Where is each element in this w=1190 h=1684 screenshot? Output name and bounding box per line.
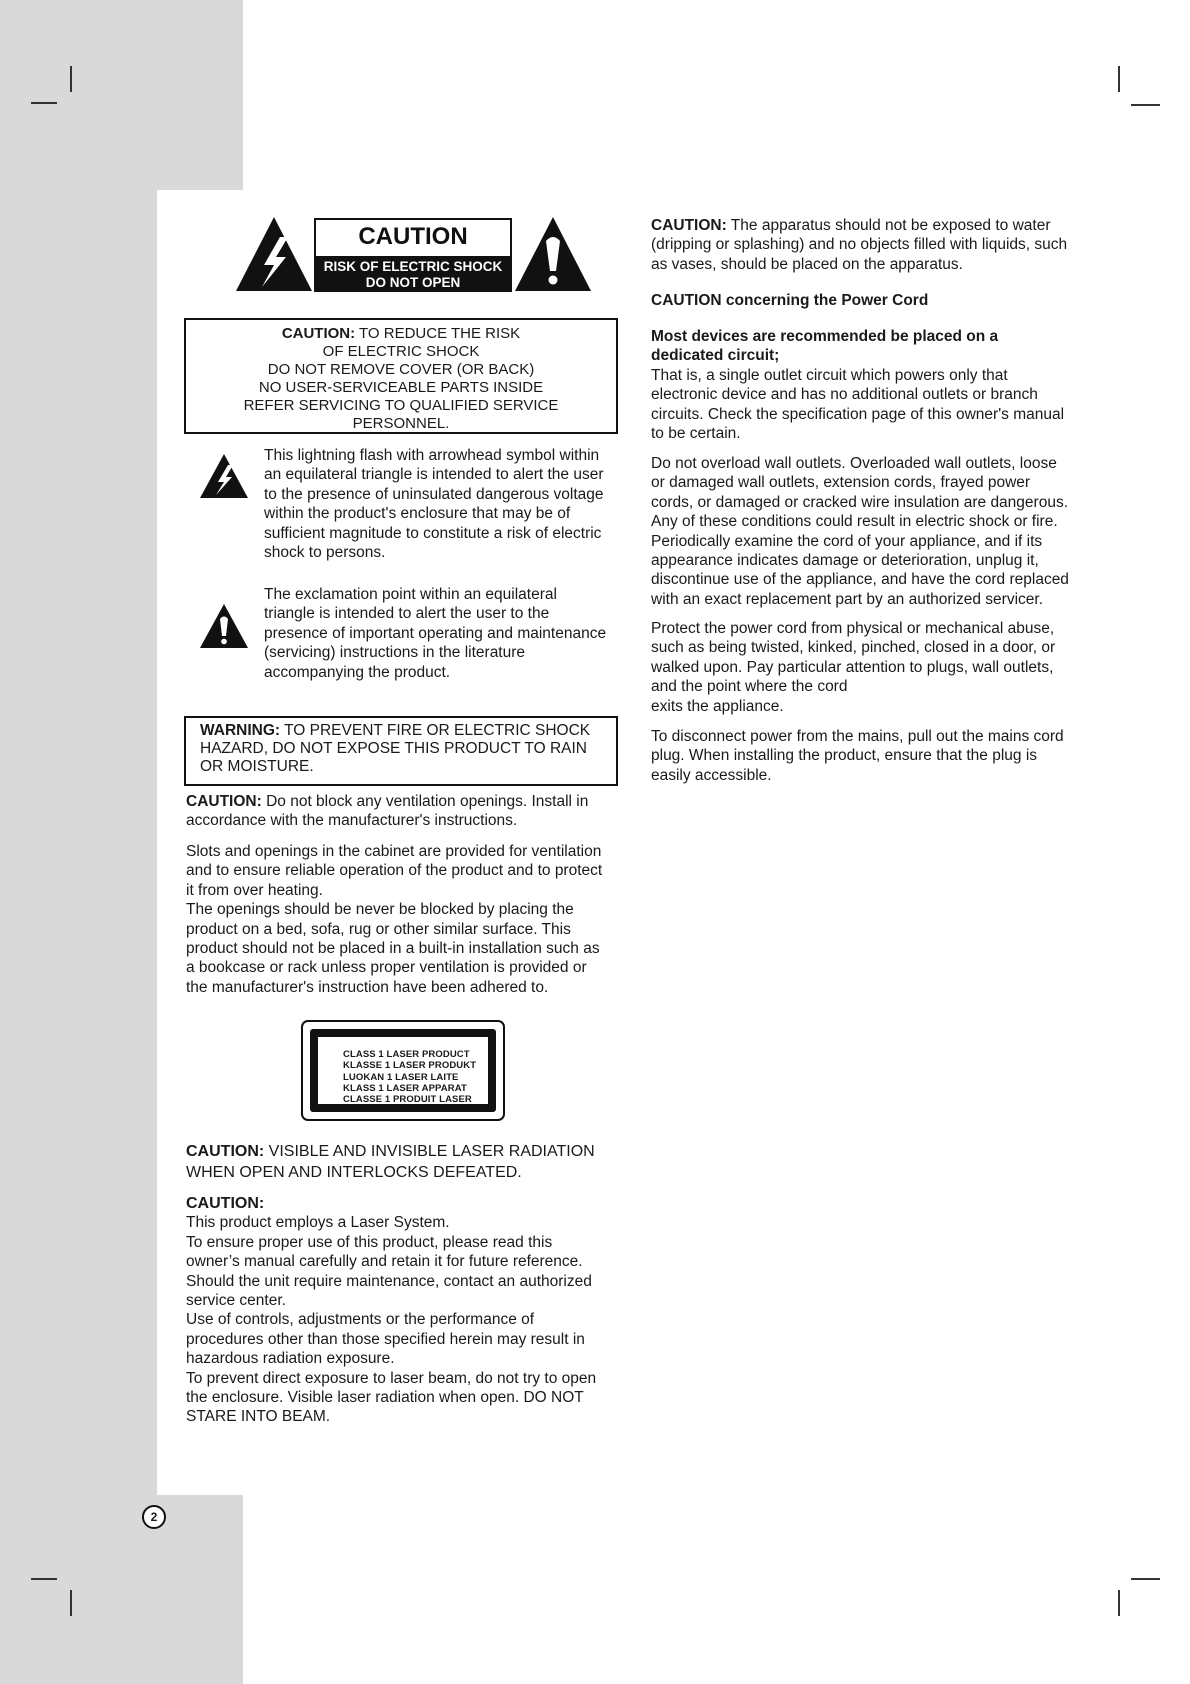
caution-sign-title: CAUTION xyxy=(314,218,512,256)
caution-sign xyxy=(314,218,512,292)
text-line: within the product's enclosure that may be of xyxy=(264,505,571,523)
crop-mark xyxy=(1131,1578,1160,1580)
dedicated-circuit-section xyxy=(651,327,1101,443)
laser-caution-heading: CAUTION: xyxy=(186,1195,265,1212)
text-line: The exclamation point within an equilateral xyxy=(264,586,557,603)
disconnect-paragraph xyxy=(651,727,1101,785)
caution-box-line4: NO USER-SERVICEABLE PARTS INSIDE xyxy=(258,379,544,396)
overload-paragraph xyxy=(651,454,1101,609)
side-band-top xyxy=(0,0,243,190)
warning-line3: OR MOISTURE. xyxy=(200,758,314,776)
text-line: discontinue use of the appliance, and have the cord replaced xyxy=(651,571,1069,589)
page-number: 2 xyxy=(142,1505,166,1529)
text-line: triangle is intended to alert the user to the xyxy=(264,605,550,623)
crop-mark xyxy=(1118,1590,1120,1616)
text-line: owner’s manual carefully and retain it for future reference. xyxy=(186,1253,583,1271)
protect-cord-paragraph xyxy=(651,619,1101,716)
text-line: presence of important operating and maintenance xyxy=(264,624,607,642)
text-line: Should the unit require maintenance, contact an authorized xyxy=(186,1272,592,1290)
laser-radiation-line1: VISIBLE AND INVISIBLE LASER RADIATION xyxy=(264,1143,595,1160)
water-caution-line3: as vases, should be placed on the apparatus. xyxy=(651,255,963,273)
text-line: hazardous radiation exposure. xyxy=(186,1350,395,1368)
text-line: STARE INTO BEAM. xyxy=(186,1408,331,1426)
crop-mark xyxy=(1131,104,1160,106)
warning-line1: TO PREVENT FIRE OR ELECTRIC SHOCK xyxy=(280,722,591,739)
ventilation-line2: accordance with the manufacturer's instructions. xyxy=(186,812,518,830)
text-line: Do not overload wall outlets. Overloaded wall outlets, loose xyxy=(651,455,1057,472)
side-band-left xyxy=(0,190,157,1495)
crop-mark xyxy=(31,1578,57,1580)
text-line: shock to persons. xyxy=(264,544,386,562)
text-line: accompanying the product. xyxy=(264,663,451,681)
laser-label-line: KLASS 1 LASER APPARAT xyxy=(343,1082,467,1094)
text-line: This lightning flash with arrowhead symbol within xyxy=(264,447,600,464)
text-line: Periodically examine the cord of your appliance, and if its xyxy=(651,532,1043,550)
warning-line2: HAZARD, DO NOT EXPOSE THIS PRODUCT TO RAIN xyxy=(200,740,587,758)
crop-mark xyxy=(70,1590,72,1616)
text-line: The openings should be never be blocked by placing the xyxy=(186,901,574,919)
side-band-bottom xyxy=(0,1495,243,1684)
text-line: and the point where the cord xyxy=(651,678,848,696)
text-line: sufficient magnitude to constitute a risk of electric xyxy=(264,524,602,542)
text-line: a bookcase or rack unless proper ventilation is provided or xyxy=(186,959,587,977)
caution-box-line3: DO NOT REMOVE COVER (OR BACK) xyxy=(267,361,535,378)
ventilation-caution xyxy=(186,792,626,831)
laser-radiation-caution xyxy=(186,1141,626,1183)
text-line: walked upon. Pay particular attention to plugs, wall outlets, xyxy=(651,658,1054,676)
text-line: circuits. Check the specification page of this owner's manual xyxy=(651,405,1065,423)
caution-sign-line2: DO NOT OPEN xyxy=(365,274,461,290)
laser-label-line: KLASSE 1 LASER PRODUKT xyxy=(343,1060,477,1072)
text-line: Protect the power cord from physical or mechanical abuse, xyxy=(651,620,1055,637)
text-line: To ensure proper use of this product, please read this xyxy=(186,1233,553,1251)
laser-radiation-line2: WHEN OPEN AND INTERLOCKS DEFEATED. xyxy=(186,1164,522,1181)
text-line: easily accessible. xyxy=(651,766,772,784)
crop-mark xyxy=(1118,66,1120,92)
text-line: Use of controls, adjustments or the performance of xyxy=(186,1311,535,1329)
text-line: Slots and openings in the cabinet are provided for ventilation xyxy=(186,843,602,860)
power-cord-heading: CAUTION concerning the Power Cord xyxy=(651,292,929,309)
laser-label-line: CLASS 1 LASER PRODUCT xyxy=(343,1049,470,1060)
exclamation-warning-icon xyxy=(513,215,593,293)
caution-box-line5: REFER SERVICING TO QUALIFIED SERVICE xyxy=(243,397,559,414)
caution-box xyxy=(184,318,618,434)
text-line: That is, a single outlet circuit which powers only that xyxy=(651,366,1008,384)
water-caution-line2: (dripping or splashing) and no objects filled with liquids, such xyxy=(651,236,1068,254)
text-line: it from over heating. xyxy=(186,881,323,899)
laser-label-text xyxy=(318,1037,488,1104)
dedicated-heading-line: dedicated circuit; xyxy=(651,347,780,365)
caution-sign-subtitle xyxy=(314,256,512,292)
lightning-warning-icon xyxy=(234,215,314,293)
text-line: To prevent direct exposure to laser beam, do not try to open xyxy=(186,1369,597,1387)
warning-box xyxy=(184,716,618,786)
caution-box-line6: PERSONNEL. xyxy=(352,415,450,432)
crop-mark xyxy=(31,102,57,104)
laser-label-line: LUOKAN 1 LASER LAITE xyxy=(343,1071,459,1083)
text-line: Any of these conditions could result in electric shock or fire. xyxy=(651,513,1058,531)
text-line: service center. xyxy=(186,1292,286,1310)
laser-system-caution xyxy=(186,1194,626,1427)
text-line: such as being twisted, kinked, pinched, closed in a door, or xyxy=(651,639,1056,657)
water-caution-line1: The apparatus should not be exposed to water xyxy=(726,217,1051,234)
laser-class-label xyxy=(301,1020,505,1121)
lightning-symbol-icon xyxy=(199,453,249,499)
text-line: to the presence of uninsulated dangerous voltage xyxy=(264,485,604,503)
text-line: This product employs a Laser System. xyxy=(186,1214,450,1232)
text-line: an equilateral triangle is intended to alert the user xyxy=(264,466,604,484)
laser-radiation-label: CAUTION: xyxy=(186,1143,265,1160)
slots-paragraph xyxy=(186,842,626,997)
ventilation-line1: Do not block any ventilation openings. Install in xyxy=(261,793,589,810)
warning-label: WARNING: xyxy=(200,722,281,739)
text-line: to be certain. xyxy=(651,425,741,443)
text-line: the manufacturer's instruction have been adhered to. xyxy=(186,978,549,996)
caution-box-line2: OF ELECTRIC SHOCK xyxy=(322,343,480,360)
ventilation-label: CAUTION: xyxy=(186,793,262,810)
caution-sign-line1: RISK OF ELECTRIC SHOCK xyxy=(323,259,503,274)
caution-box-label: CAUTION: xyxy=(281,325,356,342)
water-caution xyxy=(651,216,1101,274)
text-line: (servicing) instructions in the literature xyxy=(264,644,526,662)
text-line: plug. When installing the product, ensure that the plug is xyxy=(651,747,1038,765)
dedicated-heading-line: Most devices are recommended be placed on a xyxy=(651,328,999,345)
text-line: with an exact replacement part by an authorized servicer. xyxy=(651,590,1044,608)
exclamation-explanation xyxy=(264,585,624,682)
text-line: product should not be placed in a built-in installation such as xyxy=(186,940,600,958)
text-line: electronic device and has no additional outlets or branch xyxy=(651,386,1038,404)
exclamation-symbol-icon xyxy=(199,603,249,649)
text-line: To disconnect power from the mains, pull out the mains cord xyxy=(651,728,1064,745)
lightning-explanation xyxy=(264,446,624,562)
text-line: exits the appliance. xyxy=(651,697,784,715)
text-line: or damaged wall outlets, extension cords, frayed power xyxy=(651,474,1031,492)
text-line: cords, or damaged or cracked wire insulation are dangerous. xyxy=(651,493,1069,511)
text-line: procedures other than those specified herein may result in xyxy=(186,1330,585,1348)
caution-box-line1: TO REDUCE THE RISK xyxy=(355,325,521,342)
laser-label-frame xyxy=(310,1029,496,1112)
water-caution-label: CAUTION: xyxy=(651,217,727,234)
text-line: product on a bed, sofa, rug or other similar surface. This xyxy=(186,920,571,938)
text-line: the enclosure. Visible laser radiation when open. DO NOT xyxy=(186,1389,584,1407)
laser-label-line: CLASSE 1 PRODUIT LASER xyxy=(343,1094,472,1106)
text-line: and to ensure reliable operation of the product and to protect xyxy=(186,862,603,880)
crop-mark xyxy=(70,66,72,92)
text-line: appearance indicates damage or deterioration, unplug it, xyxy=(651,552,1039,570)
